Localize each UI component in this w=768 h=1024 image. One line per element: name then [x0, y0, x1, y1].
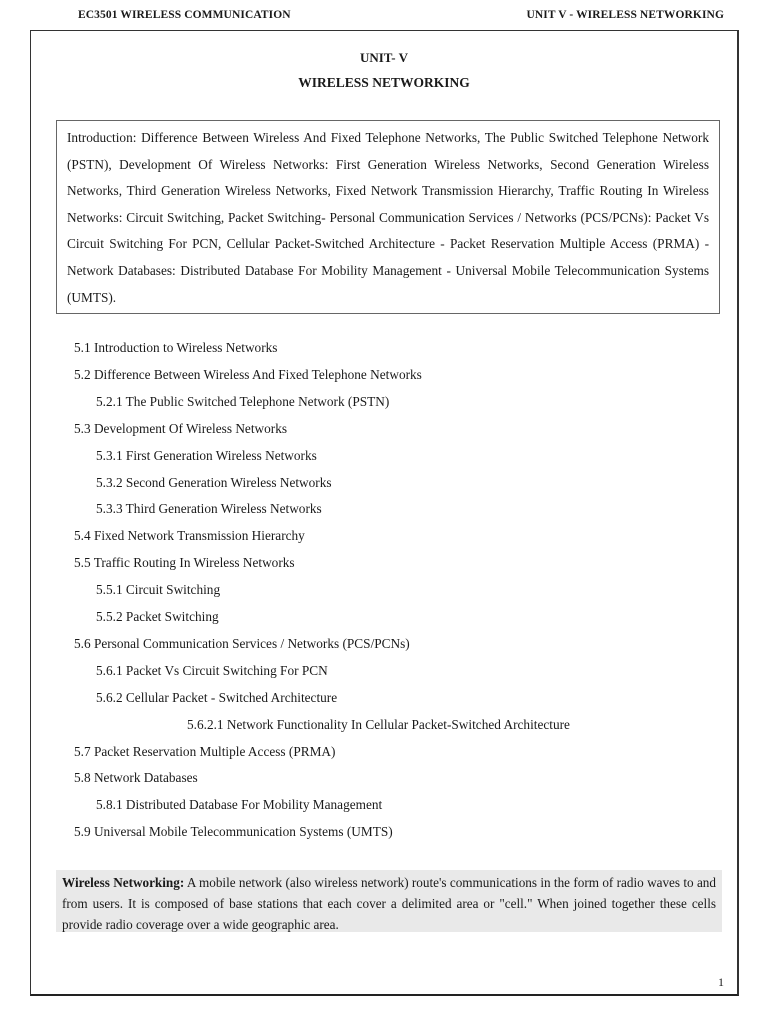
- toc-entry: 5.4 Fixed Network Transmission Hierarchy: [74, 528, 305, 544]
- toc-entry: 5.5.1 Circuit Switching: [96, 582, 221, 598]
- toc-entry: 5.6.2.1 Network Functionality In Cellular Packet-Switched Architecture: [187, 716, 570, 732]
- unit-title: WIRELESS NETWORKING: [298, 75, 470, 90]
- definition-box: [56, 870, 722, 932]
- toc-entry: 5.2 Difference Between Wireless And Fixed Telephone Networks: [74, 366, 422, 382]
- definition-text: A mobile network (also wireless network) route's communications in the form of radio waves to and from users. It is composed of base stations that each cover a delimited area or "cell." When joined together these cells provide radio coverage over a wide geographic area.: [62, 875, 716, 932]
- unit-number: UNIT- V: [359, 50, 409, 65]
- toc-entry: 5.1 Introduction to Wireless Networks: [74, 340, 278, 355]
- syllabus-box: Introduction: Difference Between Wireless And Fixed Telephone Networks, The Public Switched Telephone Network (PSTN), Development Of Wireless Networks: First Generation Wireless Networks, Second Generation Wireless Networks, Third Generation Wireless Networks, Fixed Network Transmission Hierarchy, Traffic Routing In Wireless Networks: Circuit Switching, Packet Switching- Personal Communication Services / Networks (PCS/PCNs): Packet Vs Circuit Switching For PCN, Cellular Packet-Switched Architecture - Packet Reservation Multiple Access (PRMA) - Network Databases: Distributed Database For Mobility Management - Universal Mobile Telecommunication Systems (UMTS).: [56, 120, 720, 314]
- toc-entry: 5.3.1 First Generation Wireless Networks: [96, 447, 317, 463]
- running-header-course: EC3501 WIRELESS COMMUNICATION: [78, 9, 291, 21]
- page-number: 1: [718, 975, 724, 989]
- toc-entry: 5.2.1 The Public Switched Telephone Network (PSTN): [96, 393, 390, 409]
- toc-entry: 5.7 Packet Reservation Multiple Access (PRMA): [74, 743, 336, 759]
- toc-entry: 5.9 Universal Mobile Telecommunication Systems (UMTS): [74, 824, 393, 840]
- definition-term: Wireless Networking:: [62, 875, 185, 890]
- toc-entry: 5.8.1 Distributed Database For Mobility Management: [96, 797, 383, 813]
- toc-entry: 5.3 Development Of Wireless Networks: [74, 420, 288, 436]
- toc-entry: 5.6.2 Cellular Packet - Switched Architecture: [96, 689, 338, 705]
- toc-entry: 5.5.2 Packet Switching: [96, 609, 219, 624]
- toc-entry: 5.8 Network Databases: [74, 770, 198, 786]
- toc-entry: 5.3.3 Third Generation Wireless Networks: [96, 501, 322, 517]
- running-header-unit: UNIT V - WIRELESS NETWORKING: [526, 9, 724, 21]
- toc-entry: 5.5 Traffic Routing In Wireless Networks: [74, 555, 295, 571]
- toc-entry: 5.3.2 Second Generation Wireless Networks: [96, 474, 332, 490]
- toc-entry: 5.6 Personal Communication Services / Networks (PCS/PCNs): [74, 635, 410, 651]
- toc-entry: 5.6.1 Packet Vs Circuit Switching For PCN: [96, 662, 328, 678]
